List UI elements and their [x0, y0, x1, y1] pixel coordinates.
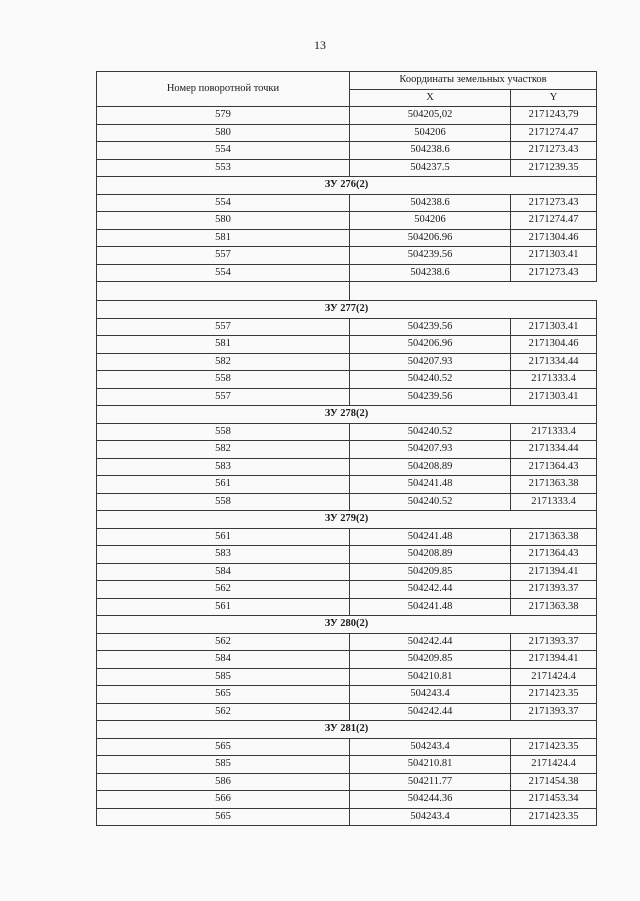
table-row	[97, 773, 597, 791]
y-coordinate-cell: 2171453.34	[511, 791, 597, 809]
table-row	[97, 738, 597, 756]
section-header-row	[97, 616, 597, 634]
table-row	[97, 808, 597, 826]
x-coordinate-cell: 504211.77	[350, 773, 511, 791]
x-coordinate-cell: 504242.44	[350, 633, 511, 651]
y-coordinate-cell: 2171423.35	[511, 686, 597, 704]
table-body	[97, 107, 597, 826]
point-number-cell: 584	[97, 651, 350, 669]
table-row	[97, 563, 597, 581]
table-row	[97, 703, 597, 721]
table-row	[97, 212, 597, 230]
point-number-cell: 558	[97, 493, 350, 511]
y-coordinate-cell: 2171303.41	[511, 247, 597, 265]
y-coordinate-cell: 2171239.35	[511, 159, 597, 177]
point-number-cell: 580	[97, 124, 350, 142]
y-coordinate-cell: 2171454.38	[511, 773, 597, 791]
point-number-cell: 558	[97, 423, 350, 441]
point-number-cell: 562	[97, 703, 350, 721]
y-coordinate-cell: 2171273.43	[511, 142, 597, 160]
section-title: ЗУ 281(2)	[97, 721, 597, 739]
table-row	[97, 353, 597, 371]
table-row	[97, 107, 597, 125]
point-number-cell: 585	[97, 668, 350, 686]
x-coordinate-cell: 504207.93	[350, 353, 511, 371]
point-number-cell: 561	[97, 476, 350, 494]
point-number-cell: 582	[97, 441, 350, 459]
y-coordinate-cell: 2171423.35	[511, 808, 597, 826]
coordinates-table	[96, 71, 597, 826]
x-coordinate-cell: 504238.6	[350, 264, 511, 282]
y-coordinate-cell: 2171334.44	[511, 441, 597, 459]
x-coordinate-cell: 504241.48	[350, 528, 511, 546]
y-coordinate-cell: 2171363.38	[511, 476, 597, 494]
y-coordinate-cell: 2171363.38	[511, 528, 597, 546]
table-row	[97, 668, 597, 686]
table-row	[97, 476, 597, 494]
point-number-cell: 581	[97, 229, 350, 247]
table-header	[97, 72, 597, 107]
point-number-cell: 584	[97, 563, 350, 581]
table-row	[97, 318, 597, 336]
y-coordinate-cell: 2171394.41	[511, 563, 597, 581]
section-header-row	[97, 177, 597, 195]
x-coordinate-cell: 504209.85	[350, 651, 511, 669]
point-number-cell: 554	[97, 194, 350, 212]
table-row	[97, 229, 597, 247]
y-coordinate-cell: 2171274.47	[511, 124, 597, 142]
y-coordinate-cell: 2171243,79	[511, 107, 597, 125]
x-coordinate-cell: 504238.6	[350, 194, 511, 212]
x-coordinate-cell: 504239.56	[350, 318, 511, 336]
y-coordinate-cell: 2171303.41	[511, 388, 597, 406]
y-coordinate-cell: 2171393.37	[511, 633, 597, 651]
y-coordinate-cell: 2171364.43	[511, 458, 597, 476]
y-coordinate-cell: 2171393.37	[511, 581, 597, 599]
table-row	[97, 264, 597, 282]
table-row	[97, 528, 597, 546]
point-number-cell: 585	[97, 756, 350, 774]
point-number-cell: 562	[97, 633, 350, 651]
y-coordinate-cell: 2171333.4	[511, 493, 597, 511]
y-coordinate-cell: 2171273.43	[511, 264, 597, 282]
table-row	[97, 124, 597, 142]
point-number-cell: 580	[97, 212, 350, 230]
point-number-cell: 583	[97, 546, 350, 564]
y-coordinate-cell: 2171333.4	[511, 423, 597, 441]
x-coordinate-cell: 504240.52	[350, 493, 511, 511]
y-coordinate-cell: 2171304.46	[511, 336, 597, 354]
x-coordinate-cell: 504205,02	[350, 107, 511, 125]
page-number: 13	[314, 38, 326, 52]
point-number-cell: 554	[97, 264, 350, 282]
section-title: ЗУ 278(2)	[97, 406, 597, 424]
x-coordinate-cell: 504207.93	[350, 441, 511, 459]
section-title: ЗУ 280(2)	[97, 616, 597, 634]
x-coordinate-cell: 504244.36	[350, 791, 511, 809]
x-coordinate-cell: 504210.81	[350, 668, 511, 686]
table-row	[97, 651, 597, 669]
table-row	[97, 142, 597, 160]
x-coordinate-cell: 504206	[350, 124, 511, 142]
point-number-cell: 579	[97, 107, 350, 125]
point-number-cell: 566	[97, 791, 350, 809]
x-coordinate-cell: 504208.89	[350, 458, 511, 476]
y-coordinate-cell: 2171424.4	[511, 668, 597, 686]
y-coordinate-cell: 2171364.43	[511, 546, 597, 564]
y-coordinate-cell: 2171333.4	[511, 371, 597, 389]
y-coordinate-cell: 2171393.37	[511, 703, 597, 721]
point-number-cell: 553	[97, 159, 350, 177]
point-number-cell: 586	[97, 773, 350, 791]
spacer-cell	[350, 282, 597, 301]
x-coordinate-cell: 504208.89	[350, 546, 511, 564]
point-number-cell: 561	[97, 528, 350, 546]
point-number-cell: 554	[97, 142, 350, 160]
x-coordinate-cell: 504210.81	[350, 756, 511, 774]
section-title: ЗУ 277(2)	[97, 301, 597, 319]
header-x: X	[350, 89, 511, 107]
table-row	[97, 791, 597, 809]
table-row	[97, 247, 597, 265]
x-coordinate-cell: 504240.52	[350, 371, 511, 389]
point-number-cell: 557	[97, 388, 350, 406]
table-row	[97, 159, 597, 177]
x-coordinate-cell: 504240.52	[350, 423, 511, 441]
point-number-cell: 581	[97, 336, 350, 354]
x-coordinate-cell: 504206.96	[350, 229, 511, 247]
point-number-cell: 582	[97, 353, 350, 371]
x-coordinate-cell: 504241.48	[350, 476, 511, 494]
header-point-number: Номер поворотной точки	[97, 72, 350, 107]
header-coordinates: Координаты земельных участков	[350, 72, 597, 90]
point-number-cell: 565	[97, 738, 350, 756]
x-coordinate-cell: 504209.85	[350, 563, 511, 581]
point-number-cell: 565	[97, 808, 350, 826]
section-title: ЗУ 279(2)	[97, 511, 597, 529]
section-header-row	[97, 511, 597, 529]
y-coordinate-cell: 2171303.41	[511, 318, 597, 336]
y-coordinate-cell: 2171274.47	[511, 212, 597, 230]
x-coordinate-cell: 504243.4	[350, 686, 511, 704]
table-row	[97, 633, 597, 651]
y-coordinate-cell: 2171304.46	[511, 229, 597, 247]
x-coordinate-cell: 504239.56	[350, 247, 511, 265]
table-row	[97, 336, 597, 354]
section-header-row	[97, 406, 597, 424]
table-row	[97, 546, 597, 564]
point-number-cell: 558	[97, 371, 350, 389]
table-row	[97, 441, 597, 459]
y-coordinate-cell: 2171424.4	[511, 756, 597, 774]
table-row	[97, 493, 597, 511]
x-coordinate-cell: 504242.44	[350, 703, 511, 721]
point-number-cell: 565	[97, 686, 350, 704]
x-coordinate-cell: 504206.96	[350, 336, 511, 354]
section-title: ЗУ 276(2)	[97, 177, 597, 195]
x-coordinate-cell: 504206	[350, 212, 511, 230]
x-coordinate-cell: 504238.6	[350, 142, 511, 160]
table-row	[97, 423, 597, 441]
x-coordinate-cell: 504243.4	[350, 738, 511, 756]
x-coordinate-cell: 504243.4	[350, 808, 511, 826]
table-row	[97, 581, 597, 599]
point-number-cell: 557	[97, 247, 350, 265]
section-header-row	[97, 301, 597, 319]
table-row	[97, 458, 597, 476]
spacer-row	[97, 282, 597, 301]
x-coordinate-cell: 504241.48	[350, 598, 511, 616]
header-y: Y	[511, 89, 597, 107]
y-coordinate-cell: 2171363.38	[511, 598, 597, 616]
point-number-cell: 557	[97, 318, 350, 336]
x-coordinate-cell: 504242.44	[350, 581, 511, 599]
table-row	[97, 388, 597, 406]
y-coordinate-cell: 2171273.43	[511, 194, 597, 212]
table-row	[97, 598, 597, 616]
table-row	[97, 686, 597, 704]
y-coordinate-cell: 2171394.41	[511, 651, 597, 669]
point-number-cell: 561	[97, 598, 350, 616]
point-number-cell: 583	[97, 458, 350, 476]
table-row	[97, 194, 597, 212]
table-row	[97, 371, 597, 389]
y-coordinate-cell: 2171423.35	[511, 738, 597, 756]
x-coordinate-cell: 504239.56	[350, 388, 511, 406]
y-coordinate-cell: 2171334.44	[511, 353, 597, 371]
x-coordinate-cell: 504237.5	[350, 159, 511, 177]
point-number-cell: 562	[97, 581, 350, 599]
spacer-cell	[97, 282, 350, 301]
table-row	[97, 756, 597, 774]
section-header-row	[97, 721, 597, 739]
